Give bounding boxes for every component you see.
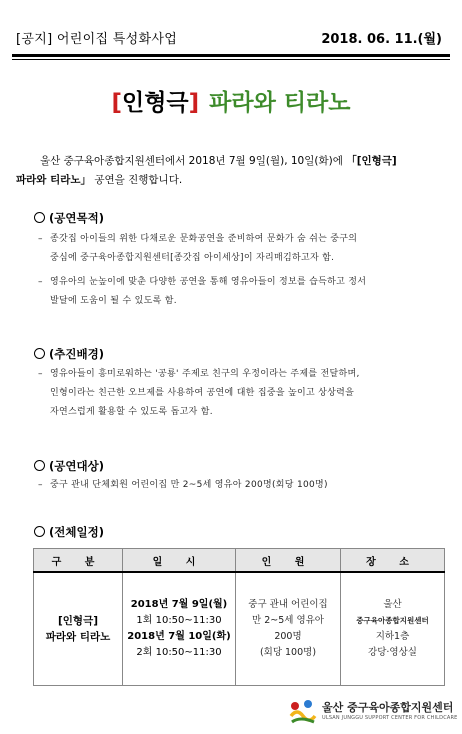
dash-marker: – (38, 234, 43, 244)
title-bracket-close: ] (188, 90, 200, 116)
center-logo (288, 698, 458, 728)
header-people: 인 원 (236, 549, 341, 573)
intro-bold-2: 파라와 티라노」 (16, 174, 92, 186)
section-heading-audience: (공연대상) (34, 458, 104, 474)
notice-label: [공지] 어린이집 특성화사업 (16, 32, 178, 47)
purpose-bullet-2: – 영유아의 눈높이에 맞춘 다양한 공연을 통해 영유아들이 정보를 습득하고 정서 발달에 도움이 될 수 있도록 함. (50, 273, 448, 311)
cell-category: [인형극] 파라와 티라노 (34, 572, 123, 686)
center-logo-icon (288, 698, 318, 726)
intro-bold-1: 「[인형극] (346, 155, 397, 167)
intro-line-1 (16, 152, 446, 171)
dash-marker: – (38, 277, 43, 287)
dash-marker: – (38, 369, 43, 379)
dash-marker: – (38, 480, 43, 490)
title-bracket-open: [ (111, 90, 122, 116)
schedule-header-row (34, 549, 445, 573)
notice-header (12, 6, 450, 56)
intro-line-2 (16, 171, 446, 190)
circle-bullet-icon (34, 526, 45, 537)
section-heading-background: (추진배경) (34, 346, 104, 362)
circle-bullet-icon (34, 212, 45, 223)
schedule-table (33, 548, 445, 686)
notice-date: 2018. 06. 11.(월) (321, 32, 442, 47)
header-rule (12, 54, 450, 57)
section-heading-schedule: (전체일정) (34, 524, 104, 540)
logo-name: 울산 중구육아종합지원센터 (322, 701, 454, 714)
header-category: 구 분 (34, 549, 123, 573)
circle-bullet-icon (34, 460, 45, 471)
cell-people: 중구 관내 어린이집 만 2~5세 영유아 200명 (회당 100명) (236, 572, 341, 686)
header-rule-thin (12, 59, 450, 60)
section-heading-purpose: (공연목적) (34, 210, 104, 226)
title-show-name: 파라와 티라노 (209, 90, 351, 116)
header-place: 장 소 (341, 549, 445, 573)
audience-bullet-1: – 중구 관내 단체회원 어린이집 만 2~5세 영유아 200명(회당 100명) (50, 476, 448, 495)
title-word: 인형극 (122, 90, 189, 116)
schedule-row (34, 572, 445, 686)
cell-place: 울산 중구육아종합지원센터 지하1층 강당·영상실 (341, 572, 445, 686)
intro-paragraph (16, 152, 446, 190)
intro-text-2: 공연을 진행합니다. (91, 174, 183, 186)
circle-bullet-icon (34, 348, 45, 359)
purpose-bullet-1: – 종갓집 아이들의 위한 다채로운 문화공연을 준비하여 문화가 숨 쉬는 중구의 중심에 중구육아종합지원센터[종갓집 아이세상]이 자리매김하고자 함. (50, 230, 448, 268)
header-datetime: 일 시 (123, 549, 236, 573)
intro-text-1: 울산 중구육아종합지원센터에서 2018년 7월 9일(월), 10일(화)에 (40, 155, 347, 167)
background-bullet-1: – 영유아들이 흥미로워하는 '공룡' 주제로 친구의 우정이라는 주제를 전달하며, 인형이라는 친근한 오브제를 사용하여 공연에 대한 집중을 높이고 상상력을 자연스럽게 활용할 수 있도록 돕고자 함. (50, 365, 448, 422)
page-title (0, 84, 462, 117)
cell-datetime: 2018년 7월 9일(월) 1회 10:50~11:30 2018년 7월 10일(화) 2회 10:50~11:30 (123, 572, 236, 686)
logo-subtitle: ULSAN JUNGGU SUPPORT CENTER FOR CHILDCARE (322, 715, 458, 721)
